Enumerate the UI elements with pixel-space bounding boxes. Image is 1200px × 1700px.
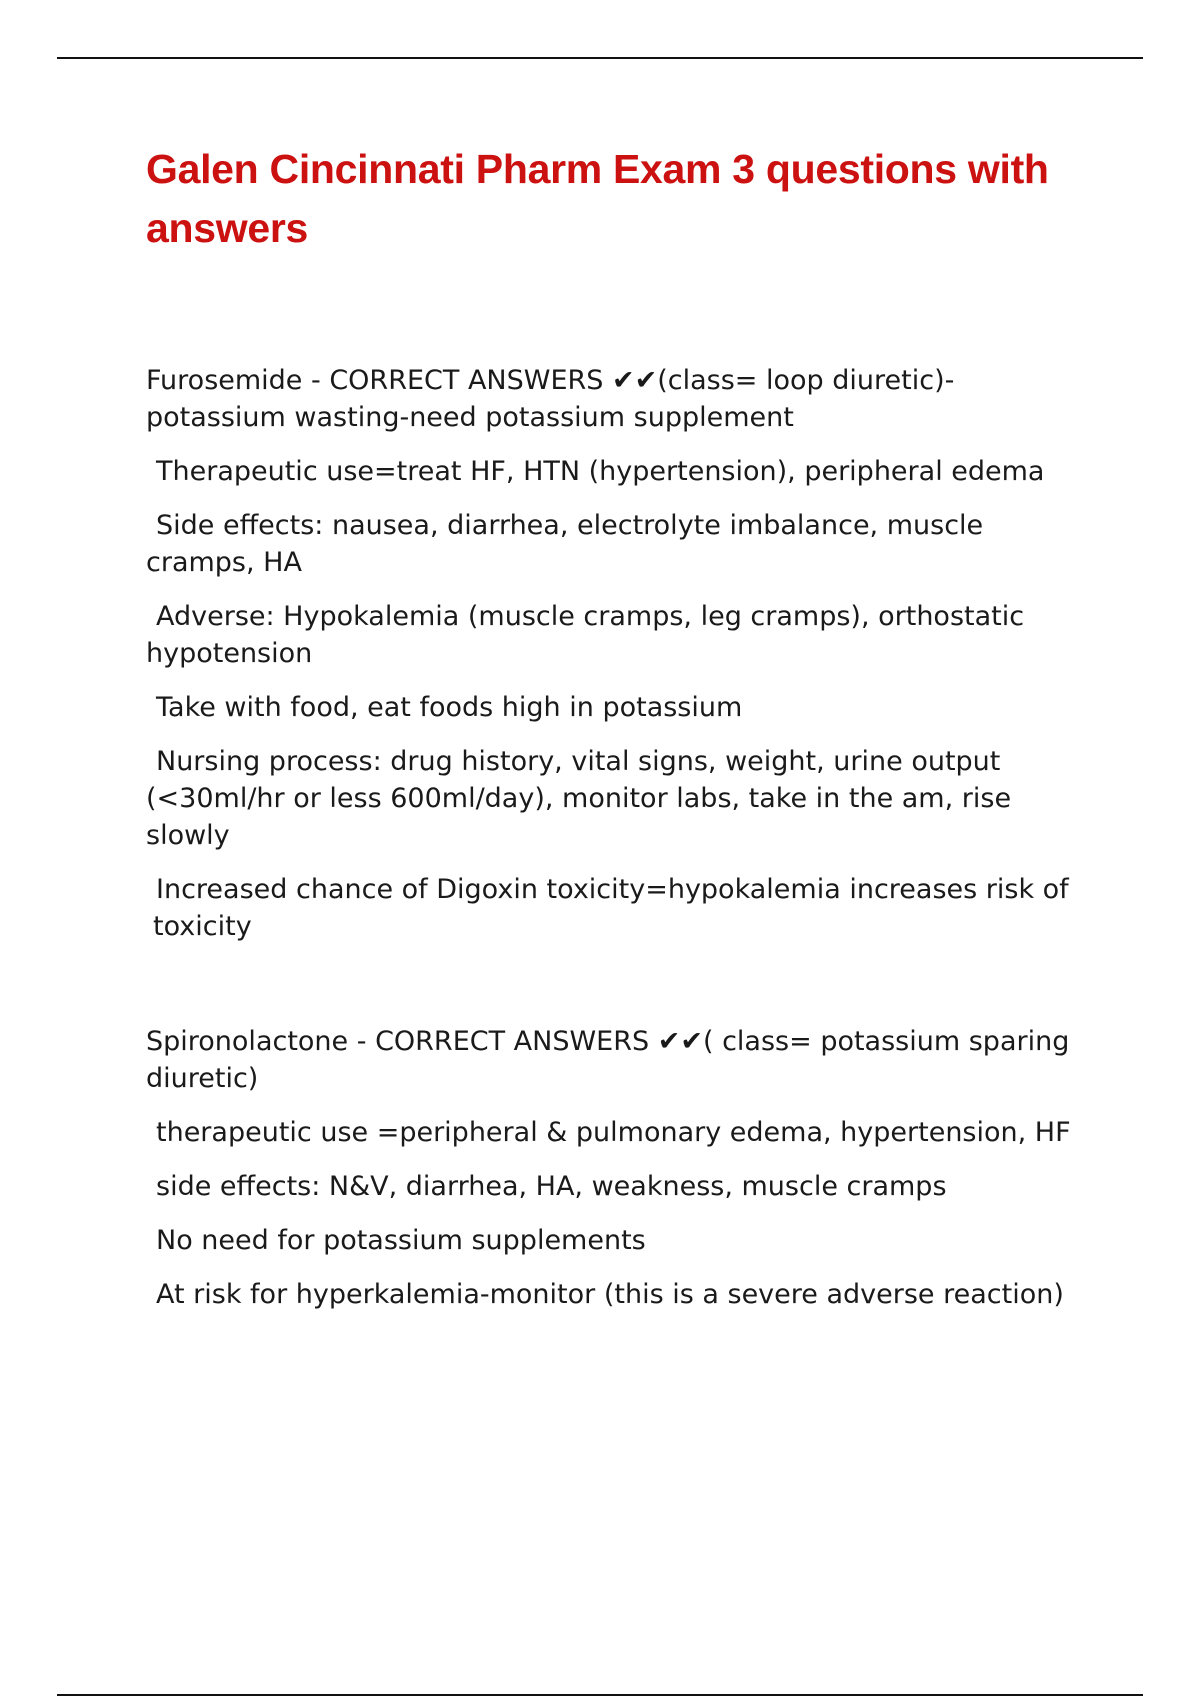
answer-detail: Take with food, eat foods high in potassium: [156, 692, 743, 723]
answer-detail: side effects: N&V, diarrhea, HA, weakness, muscle cramps: [156, 1171, 947, 1202]
answer-detail: therapeutic use =peripheral & pulmonary edema, hypertension, HF: [156, 1117, 1071, 1148]
question-heading: Furosemide - CORRECT ANSWERS ✔✔(class= loop diuretic)- potassium wasting-need potassium supplement: [146, 365, 955, 433]
answer-detail: At risk for hyperkalemia-monitor (this is a severe adverse reaction): [156, 1279, 1064, 1310]
top-rule: [57, 57, 1143, 59]
answer-detail: No need for potassium supplements: [156, 1225, 646, 1256]
spironolactone-section: [146, 1023, 1086, 1313]
bottom-rule: [57, 1694, 1143, 1696]
question-heading: Spironolactone - CORRECT ANSWERS ✔✔( class= potassium sparing diuretic): [146, 1026, 1070, 1094]
document-title: Galen Cincinnati Pharm Exam 3 questions with answers: [146, 146, 1049, 251]
document-body: [146, 140, 1086, 1330]
answer-detail: Adverse: Hypokalemia (muscle cramps, leg cramps), orthostatic hypotension: [146, 601, 1025, 669]
answer-detail: Side effects: nausea, diarrhea, electrolyte imbalance, muscle cramps, HA: [146, 510, 984, 578]
answer-detail: Nursing process: drug history, vital signs, weight, urine output (<30ml/hr or less 600ml/day), monitor labs, take in the am, rise slowly: [146, 746, 1012, 851]
furosemide-section: [146, 362, 1086, 945]
answer-detail: Therapeutic use=treat HF, HTN (hypertension), peripheral edema: [156, 456, 1045, 487]
answer-detail: Increased chance of Digoxin toxicity=hypokalemia increases risk of toxicity: [153, 874, 1069, 942]
